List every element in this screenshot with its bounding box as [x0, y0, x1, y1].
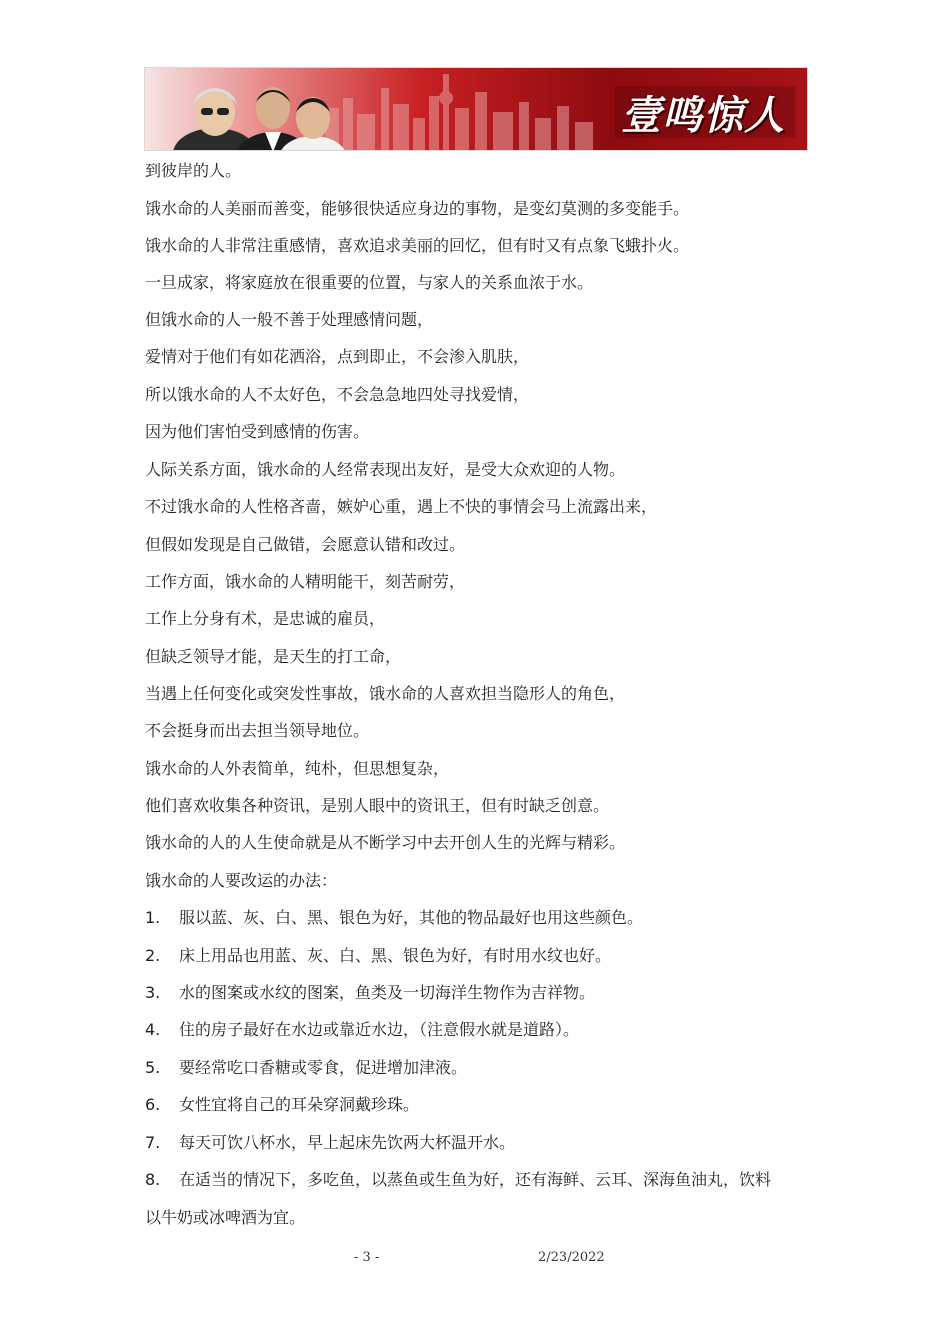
list-number: 2.	[145, 946, 161, 965]
skyline-graphic	[325, 74, 593, 151]
paragraph-line: 爱情对于他们有如花洒浴，点到即止，不会渗入肌肤，	[145, 347, 530, 366]
paragraph-line: 到彼岸的人。	[145, 161, 242, 180]
list-item	[145, 983, 595, 1003]
paragraph-line: 饿水命的人要改运的办法：	[145, 871, 338, 890]
paragraph-line: 但饿水命的人一般不善于处理感情问题，	[145, 310, 434, 329]
list-number: 3.	[145, 983, 161, 1002]
paragraph-line: 但假如发现是自己做错，会愿意认错和改过。	[145, 535, 466, 554]
list-item	[145, 1058, 467, 1078]
list-number: 8.	[145, 1170, 161, 1189]
paragraph-line: 人际关系方面，饿水命的人经常表现出友好，是受大众欢迎的人物。	[145, 460, 626, 479]
list-number: 4.	[145, 1020, 161, 1039]
page-number: - 3 -	[354, 1250, 380, 1265]
list-continuation: 以牛奶或冰啤酒为宜。	[145, 1208, 306, 1227]
list-number: 5.	[145, 1058, 161, 1077]
paragraph-line: 不会挺身而出去担当领导地位。	[145, 721, 370, 740]
footer-date: 2/23/2022	[538, 1250, 605, 1265]
list-text: 床上用品也用蓝、灰、白、黑、银色为好，有时用水纹也好。	[179, 946, 612, 965]
paragraph-line: 工作上分身有术，是忠诚的雇员，	[145, 609, 386, 628]
banner-title: 壹鸣惊人	[621, 93, 785, 139]
paragraph-line: 但缺乏领导才能，是天生的打工命，	[145, 647, 402, 666]
list-item	[145, 1020, 579, 1040]
list-item	[145, 1133, 515, 1153]
paragraph-line: 饿水命的人美丽而善变，能够很快适应身边的事物，是变幻莫测的多变能手。	[145, 199, 690, 218]
paragraph-line: 一旦成家，将家庭放在很重要的位置，与家人的关系血浓于水。	[145, 273, 594, 292]
list-text: 女性宜将自己的耳朵穿洞戴珍珠。	[179, 1095, 420, 1114]
paragraph-line: 饿水命的人非常注重感情，喜欢追求美丽的回忆，但有时又有点象飞蛾扑火。	[145, 236, 690, 255]
paragraph-line: 所以饿水命的人不太好色，不会急急地四处寻找爱情，	[145, 385, 530, 404]
list-item	[145, 1170, 771, 1190]
paragraph-line: 因为他们害怕受到感情的伤害。	[145, 422, 370, 441]
list-text: 住的房子最好在水边或靠近水边，（注意假水就是道路）。	[179, 1020, 580, 1039]
paragraph-line: 当遇上任何变化或突发性事故，饿水命的人喜欢担当隐形人的角色，	[145, 684, 626, 703]
list-text: 在适当的情况下，多吃鱼，以蒸鱼或生鱼为好，还有海鲜、云耳、深海鱼油丸，饮料	[179, 1170, 772, 1189]
list-number: 7.	[145, 1133, 161, 1152]
paragraph-line: 他们喜欢收集各种资讯，是别人眼中的资讯王，但有时缺乏创意。	[145, 796, 610, 815]
paragraph-line: 不过饿水命的人性格吝啬，嫉妒心重，遇上不快的事情会马上流露出来，	[145, 497, 658, 516]
list-text: 要经常吃口香糖或零食，促进增加津液。	[179, 1058, 468, 1077]
list-item	[145, 1095, 419, 1115]
list-number: 1.	[145, 908, 161, 927]
list-text: 服以蓝、灰、白、黑、银色为好，其他的物品最好也用这些颜色。	[179, 908, 644, 927]
list-item	[145, 908, 643, 928]
list-number: 6.	[145, 1095, 161, 1114]
list-item	[145, 946, 611, 966]
list-text: 水的图案或水纹的图案，鱼类及一切海洋生物作为吉祥物。	[179, 983, 596, 1002]
list-text: 每天可饮八杯水，早上起床先饮两大杯温开水。	[179, 1133, 516, 1152]
paragraph-line: 饿水命的人外表简单，纯朴，但思想复杂，	[145, 759, 450, 778]
header-banner	[144, 67, 808, 151]
paragraph-line: 工作方面，饿水命的人精明能干，刻苦耐劳，	[145, 572, 466, 591]
paragraph-line: 饿水命的人的人生使命就是从不断学习中去开创人生的光辉与精彩。	[145, 833, 626, 852]
